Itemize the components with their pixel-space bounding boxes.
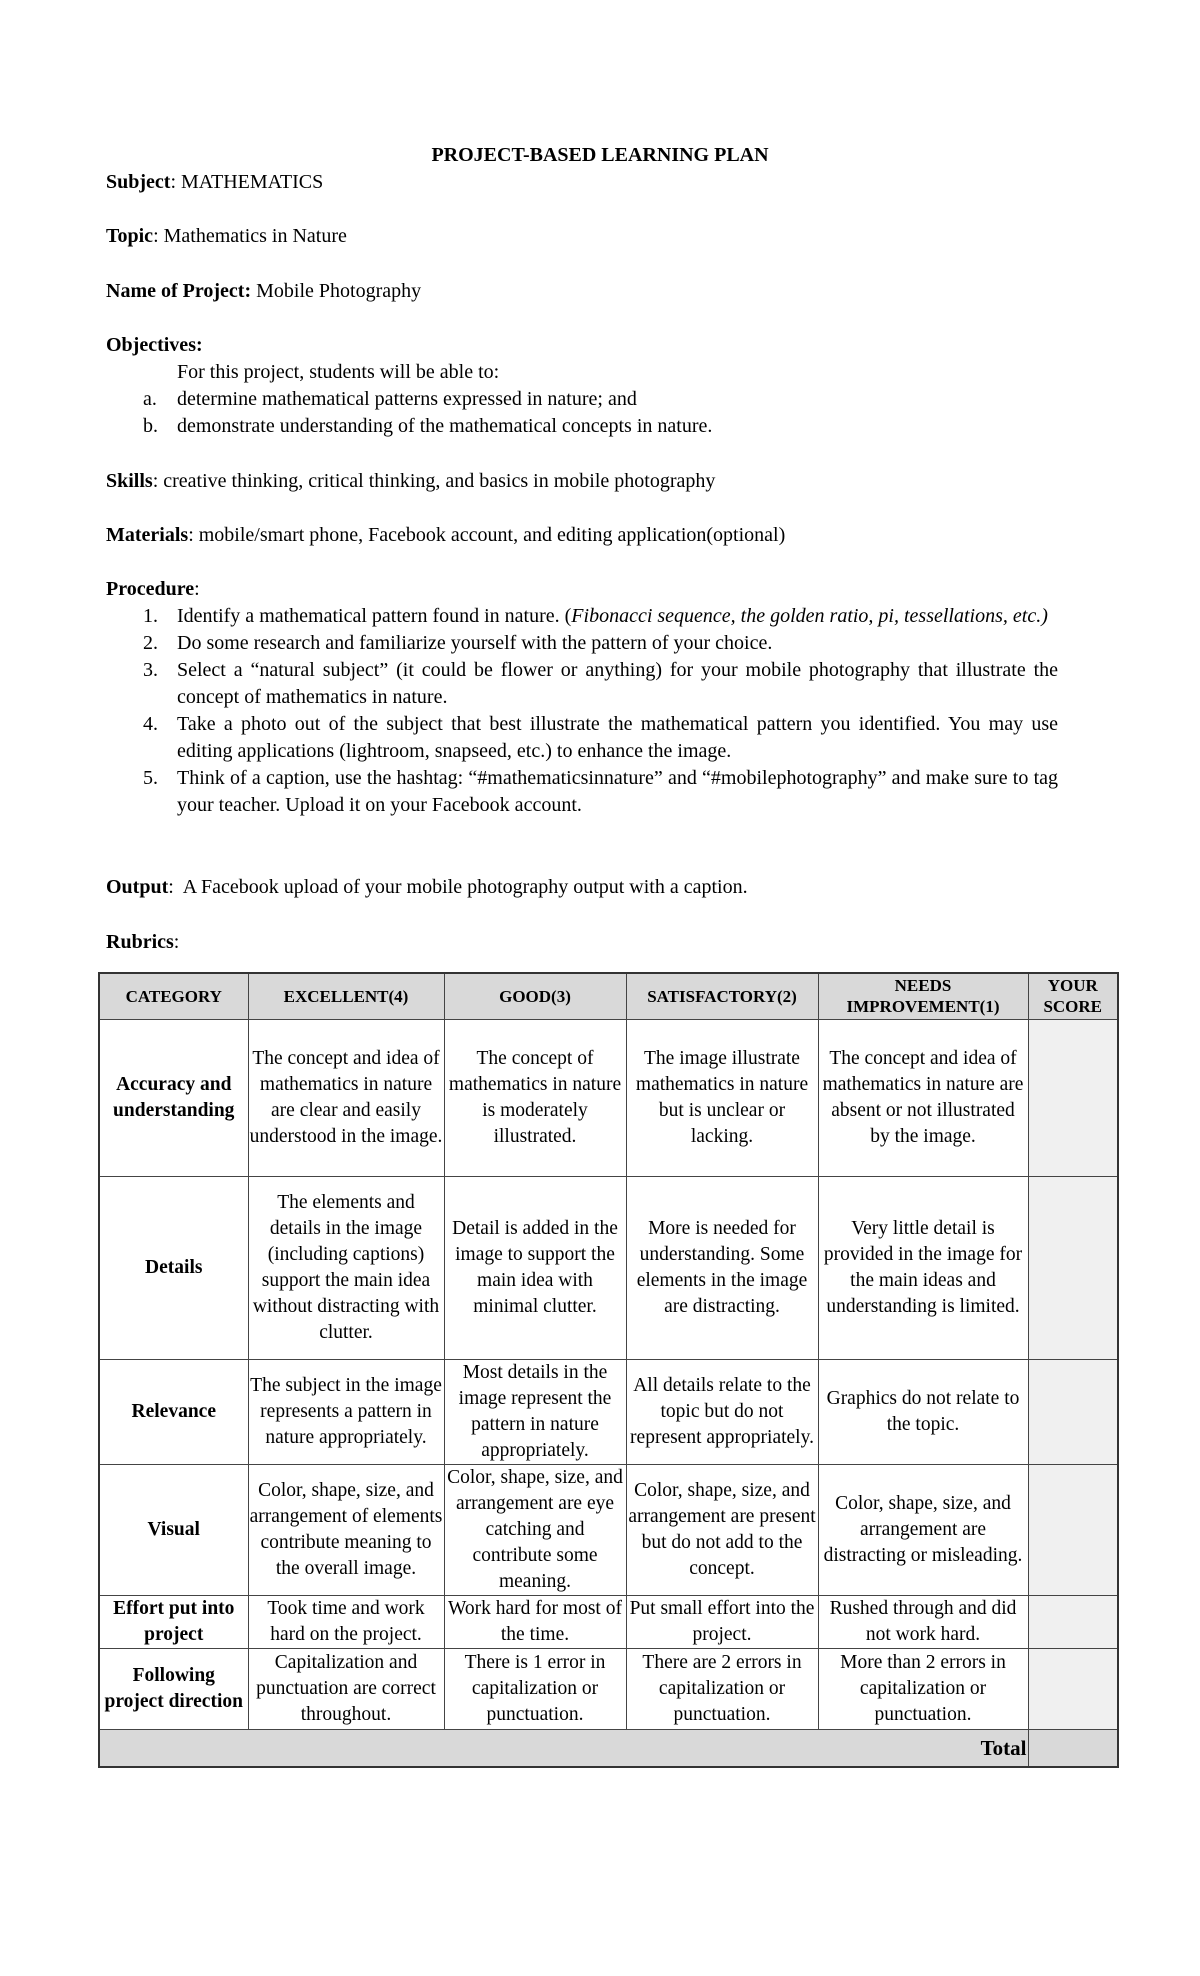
header-category: CATEGORY (99, 973, 248, 1019)
subject-value: : MATHEMATICS (170, 171, 324, 193)
criteria-cell: The elements and details in the image (including captions) support the main idea without distracting with clutter. (248, 1176, 444, 1359)
criteria-cell: More is needed for understanding. Some elements in the image are distracting. (626, 1176, 818, 1359)
criteria-cell: More than 2 errors in capitalization or punctuation. (818, 1648, 1028, 1729)
category-cell: Effort put into project (99, 1595, 248, 1648)
materials-label: Materials (106, 524, 189, 546)
criteria-cell: The subject in the image represents a pattern in nature appropriately. (248, 1359, 444, 1464)
header-needs-improvement: NEEDS IMPROVEMENT(1) (818, 973, 1028, 1019)
item-number: 2. (143, 632, 158, 654)
rubrics-label: Rubrics (106, 931, 174, 953)
criteria-cell: The concept and idea of mathematics in nature are clear and easily understood in the image. (248, 1019, 444, 1176)
materials-line (106, 522, 785, 549)
procedure-item (143, 630, 1058, 657)
score-cell[interactable] (1028, 1648, 1118, 1729)
rubric-row (99, 1176, 1118, 1359)
item-number: 1. (143, 605, 158, 627)
rubrics-table (98, 972, 1119, 1768)
objective-item: determine mathematical patterns expressed in nature; and (177, 388, 637, 410)
score-cell[interactable] (1028, 1176, 1118, 1359)
objective-marker: a. (143, 388, 157, 410)
category-cell: Following project direction (99, 1648, 248, 1729)
criteria-cell: Color, shape, size, and arrangement are eye catching and contribute some meaning. (444, 1464, 626, 1595)
criteria-cell: All details relate to the topic but do not represent appropriately. (626, 1359, 818, 1464)
category-cell: Relevance (99, 1359, 248, 1464)
procedure-item (143, 603, 1058, 630)
criteria-cell: Color, shape, size, and arrangement are present but do not add to the concept. (626, 1464, 818, 1595)
header-satisfactory: SATISFACTORY(2) (626, 973, 818, 1019)
criteria-cell: Very little detail is provided in the image for the main ideas and understanding is limited. (818, 1176, 1028, 1359)
subject-line (106, 169, 323, 196)
category-cell: Accuracy and understanding (99, 1019, 248, 1176)
rubric-row (99, 1359, 1118, 1464)
topic-value: : Mathematics in Nature (153, 225, 347, 247)
materials-value: : mobile/smart phone, Facebook account, and editing application(optional) (188, 524, 786, 546)
item-text: Do some research and familiarize yourself with the pattern of your choice. (177, 632, 773, 654)
category-cell: Visual (99, 1464, 248, 1595)
criteria-cell: Put small effort into the project. (626, 1595, 818, 1648)
criteria-cell: The concept of mathematics in nature is moderately illustrated. (444, 1019, 626, 1176)
procedure-label: Procedure (106, 578, 195, 600)
output-label: Output (106, 876, 169, 898)
rubric-row (99, 1464, 1118, 1595)
criteria-cell: There is 1 error in capitalization or punctuation. (444, 1648, 626, 1729)
criteria-cell: Color, shape, size, and arrangement are distracting or misleading. (818, 1464, 1028, 1595)
criteria-cell: Rushed through and did not work hard. (818, 1595, 1028, 1648)
procedure-colon: : (194, 578, 200, 600)
objective-item: demonstrate understanding of the mathematical concepts in nature. (177, 415, 713, 437)
score-cell[interactable] (1028, 1359, 1118, 1464)
item-text: Select a “natural subject” (it could be flower or anything) for your mobile photography that illustrate the concept of mathematics in nature. (177, 659, 1058, 708)
rubric-row (99, 1019, 1118, 1176)
total-score-cell[interactable] (1028, 1729, 1118, 1767)
item-number: 3. (143, 659, 158, 681)
page-title: PROJECT-BASED LEARNING PLAN (431, 144, 769, 166)
rubric-row (99, 1595, 1118, 1648)
score-cell[interactable] (1028, 1595, 1118, 1648)
procedure-item (143, 711, 1058, 765)
rubric-row (99, 1648, 1118, 1729)
item-number: 5. (143, 767, 158, 789)
category-cell: Details (99, 1176, 248, 1359)
rubrics-colon: : (173, 931, 180, 953)
criteria-cell: Graphics do not relate to the topic. (818, 1359, 1028, 1464)
output-line (106, 874, 748, 901)
procedure-item (143, 765, 1058, 819)
score-cell[interactable] (1028, 1019, 1118, 1176)
item-number: 4. (143, 713, 158, 735)
subject-label: Subject (106, 171, 171, 193)
skills-value: : creative thinking, critical thinking, and basics in mobile photography (152, 470, 716, 492)
objectives-intro: For this project, students will be able to: (177, 361, 500, 383)
criteria-cell: Work hard for most of the time. (444, 1595, 626, 1648)
rubrics-heading (106, 929, 179, 956)
criteria-cell: The image illustrate mathematics in nature but is unclear or lacking. (626, 1019, 818, 1176)
objective-marker: b. (143, 415, 158, 437)
skills-label: Skills (106, 470, 153, 492)
item-text: Think of a caption, use the hashtag: “#mathematicsinnature” and “#mobilephotography” and make sure to tag your teacher. Upload it on your Facebook account. (177, 767, 1058, 816)
project-value: Mobile Photography (251, 280, 422, 302)
topic-line (106, 223, 347, 250)
criteria-cell: Took time and work hard on the project. (248, 1595, 444, 1648)
header-good: GOOD(3) (444, 973, 626, 1019)
criteria-cell: Capitalization and punctuation are correct throughout. (248, 1648, 444, 1729)
procedure-list (143, 603, 1058, 819)
criteria-cell: Color, shape, size, and arrangement of elements contribute meaning to the overall image. (248, 1464, 444, 1595)
header-excellent: EXCELLENT(4) (248, 973, 444, 1019)
header-your-score: YOUR SCORE (1028, 973, 1118, 1019)
total-row (99, 1729, 1118, 1767)
item-text: Take a photo out of the subject that best illustrate the mathematical pattern you identified. You may use editing applications (lightroom, snapseed, etc.) to enhance the image. (177, 713, 1058, 762)
criteria-cell: The concept and idea of mathematics in nature are absent or not illustrated by the image. (818, 1019, 1028, 1176)
criteria-cell: There are 2 errors in capitalization or punctuation. (626, 1648, 818, 1729)
skills-line (106, 468, 715, 495)
objectives-label: Objectives: (106, 334, 203, 356)
criteria-cell: Detail is added in the image to support the main idea with minimal clutter. (444, 1176, 626, 1359)
header-row (99, 973, 1118, 1019)
total-label: Total (99, 1729, 1028, 1767)
score-cell[interactable] (1028, 1464, 1118, 1595)
project-line (106, 278, 421, 305)
procedure-heading (106, 576, 200, 603)
topic-label: Topic (106, 225, 154, 247)
procedure-item (143, 657, 1058, 711)
item-examples: Fibonacci sequence, the golden ratio, pi, tessellations, etc.) (571, 605, 1048, 627)
criteria-cell: Most details in the image represent the pattern in nature appropriately. (444, 1359, 626, 1464)
project-label: Name of Project: (106, 280, 252, 302)
output-value: : A Facebook upload of your mobile photography output with a caption. (168, 876, 748, 898)
item-text: Identify a mathematical pattern found in nature. ( (177, 605, 572, 627)
